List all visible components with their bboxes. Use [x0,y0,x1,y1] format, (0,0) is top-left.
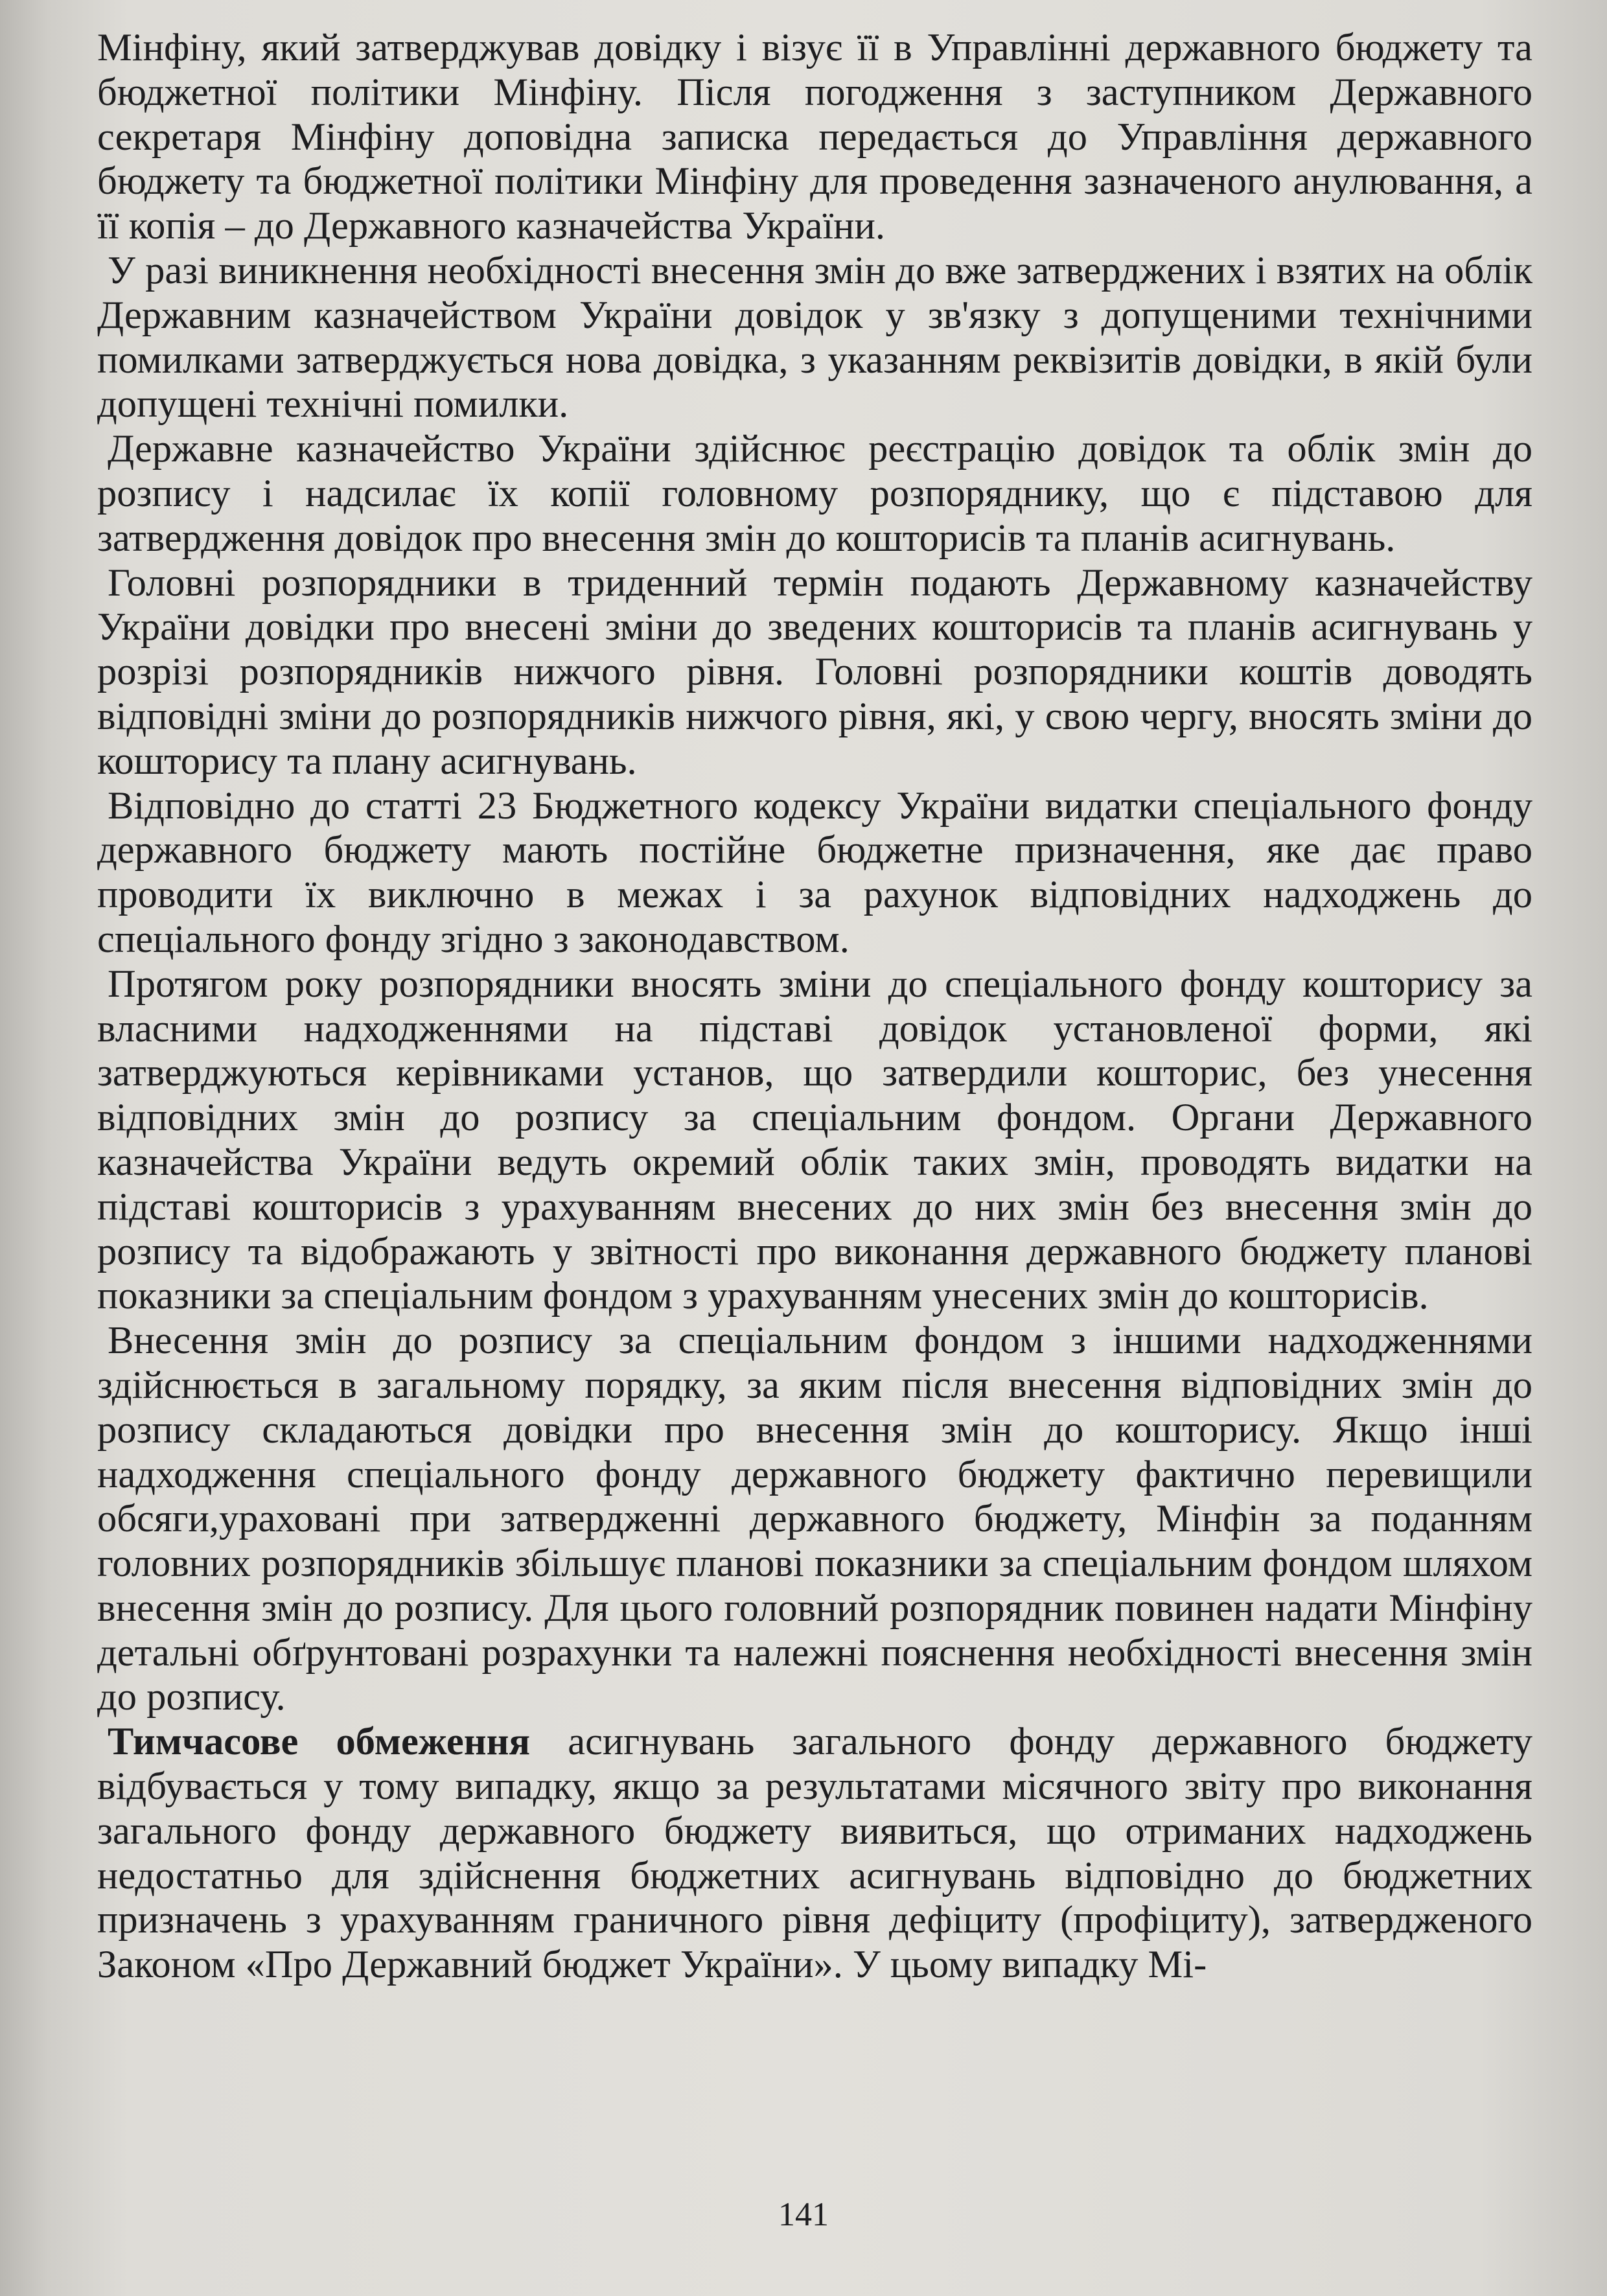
paragraph-4: Головні розпорядники в триденний термін подають Державному казначейству України довідки про внесені зміни до зведених кошторисів та планів асигнувань у розрізі розпорядників нижчого рівня. Головні розпорядники коштів доводять відповідні зміни до розпорядників нижчого рівня, які, у свою чергу, вносять зміни до кошторису та плану асигнувань. [97,561,1532,783]
page-number: 141 [778,2196,829,2233]
paragraph-6: Протягом року розпорядники вносять зміни до спеціального фонду кошторису за власними надходженнями на підставі довідок установленої форми, які затверджуються керівниками установ, що затвердили кошторис, без унесення відповідних змін до розпису за спеціальним фондом. Органи Державного казначейства України ведуть окремий облік таких змін, проводять видатки на підставі кошторисів з урахуванням внесених до них змін без внесення змін до розпису та відображають у звітності про виконання державного бюджету планові показники за спеціальним фондом з урахуванням унесених змін до кошторисів. [97,962,1532,1318]
paragraph-2: У разі виникнення необхідності внесення змін до вже затверджених і взятих на облік Державним казначейством України довідок у зв'язку з допущеними технічними помилками затверджується нова довідка, з указанням реквізитів довідки, в якій були допущені технічні помилки. [97,248,1532,426]
paragraph-7: Внесення змін до розпису за спеціальним фондом з іншими надходженнями здійснюється в загальному порядку, за яким після внесення відповідних змін до розпису складаються довідки про внесення змін до кошторису. Якщо інші надходження спеціального фонду державного бюджету фактично перевищили обсяги,ураховані при затвердженні державного бюджету, Мінфін за поданням головних розпорядників збільшує планові показники за спеціальним фондом шляхом внесення змін до розпису. Для цього головний розпорядник повинен надати Мінфіну детальні обґрунтовані розрахунки та належні пояснення необхідності внесення змін до розпису. [97,1319,1532,1719]
paragraph-1: Мінфіну, який затверджував довідку і візує її в Управлінні державного бюджету та бюджетної політики Мінфіну. Після погодження з заступником Державного секретаря Мінфіну доповідна записка передається до Управління державного бюджету та бюджетної політики Мінфіну для проведення зазначеного анулювання, а її копія – до Державного казначейства України. [97,26,1532,248]
paragraph-5: Відповідно до статті 23 Бюджетного кодексу України видатки спеціального фонду державного бюджету мають постійне бюджетне призначення, яке дає право проводити їх виключно в межах і за рахунок відповідних надходжень до спеціального фонду згідно з законодавством. [97,783,1532,961]
paragraph-8-text: асигнувань загального фонду державного бюджету відбувається у тому випадку, якщо за результатами місячного звіту про виконання загального фонду державного бюджету виявиться, що отриманих надходжень недостатньо для здійснення бюджетних асигнувань відповідно до бюджетних призначень з урахуванням граничного рівня дефіциту (профіциту), затвердженого Законом «Про Державний бюджет України». У цьому випадку Мі- [97,1720,1532,1987]
paragraph-3: Державне казначейство України здійснює реєстрацію довідок та облік змін до розпису і надсилає їх копії головному розпоряднику, що є підставою для затвердження довідок про внесення змін до кошторисів та планів асигнувань. [97,427,1532,560]
paragraph-8 [97,1720,1532,1988]
bold-term: Тимчасове обмеження [108,1720,531,1764]
body-text [97,26,1532,1988]
